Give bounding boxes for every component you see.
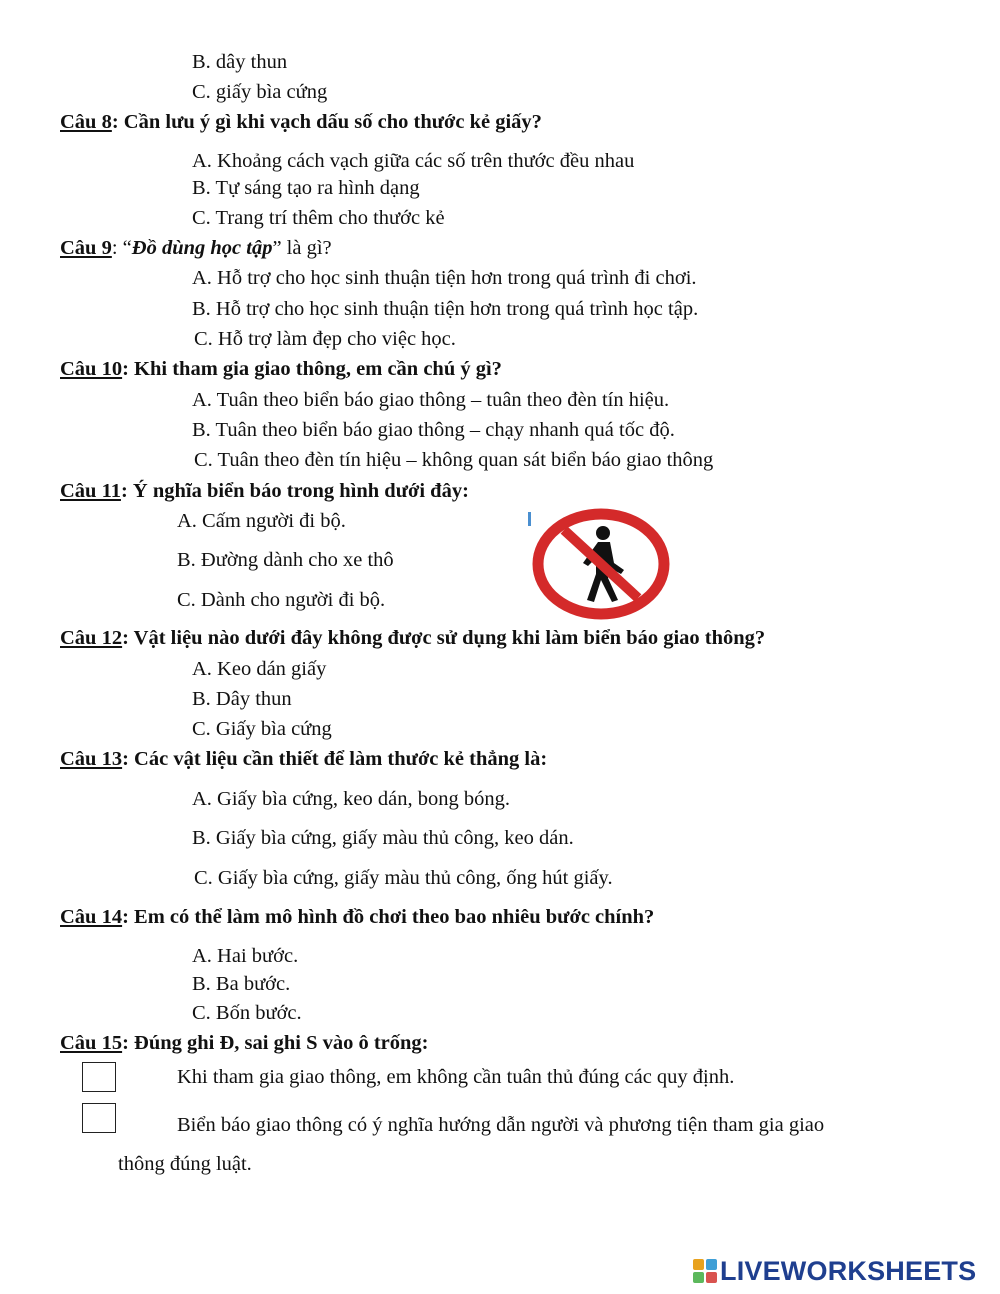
question-15-label: Câu 15 [60,1032,123,1054]
question-11-text: : Ý nghĩa biển báo trong hình dưới đây: [120,480,469,502]
question-12 [60,628,765,649]
question-9 [60,238,332,259]
question-14-label: Câu 14 [60,906,123,928]
q13-option-b: B. Giấy bìa cứng, giấy màu thủ công, keo dán. [192,827,574,849]
question-9-emphasis: Đồ dùng học tập [131,237,273,259]
question-9-prefix: : “ [111,237,132,259]
liveworksheets-logo [692,1255,976,1287]
answer-box-1[interactable] [82,1062,116,1092]
question-10-label: Câu 10 [60,358,123,380]
question-12-text: : Vật liệu nào dưới đây không được sử dụng khi làm biển báo giao thông? [122,627,766,649]
question-10 [60,359,502,380]
question-8-label: Câu 8 [60,111,112,133]
q12-option-a: A. Keo dán giấy [192,658,327,680]
q9-option-b: B. Hỗ trợ cho học sinh thuận tiện hơn trong quá trình học tập. [192,298,699,320]
q8-option-a: A. Khoảng cách vạch giữa các số trên thước đều nhau [192,150,635,172]
q12-option-b: B. Dây thun [192,688,292,710]
no-pedestrian-sign-icon [528,508,674,620]
q14-option-b: B. Ba bước. [192,973,291,995]
q11-option-c: C. Dành cho người đi bộ. [177,589,386,611]
question-11-label: Câu 11 [60,480,121,502]
q10-option-a: A. Tuân theo biển báo giao thông – tuân theo đèn tín hiệu. [192,389,670,411]
question-10-text: : Khi tham gia giao thông, em cần chú ý gì? [122,358,502,380]
question-13 [60,749,547,770]
q15-statement-2: Biển báo giao thông có ý nghĩa hướng dẫn người và phương tiện tham gia giao [177,1114,825,1136]
q15-statement-2-continued: thông đúng luật. [118,1153,252,1175]
q8-option-c: C. Trang trí thêm cho thước kẻ [192,207,445,229]
q15-statement-1: Khi tham gia giao thông, em không cần tuân thủ đúng các quy định. [177,1066,735,1088]
q7-option-c: C. giấy bìa cứng [192,81,328,103]
question-8 [60,112,542,133]
q14-option-a: A. Hai bước. [192,945,299,967]
q10-option-b: B. Tuân theo biển báo giao thông – chạy nhanh quá tốc độ. [192,419,675,441]
question-9-suffix: ” là gì? [272,237,332,259]
question-14-text: : Em có thể làm mô hình đồ chơi theo bao nhiêu bước chính? [122,906,655,928]
question-15 [60,1033,429,1054]
question-12-label: Câu 12 [60,627,123,649]
q8-option-b: B. Tự sáng tạo ra hình dạng [192,177,420,199]
q13-option-c: C. Giấy bìa cứng, giấy màu thủ công, ống hút giấy. [194,867,613,889]
q11-option-b: B. Đường dành cho xe thô [177,549,394,571]
question-13-label: Câu 13 [60,748,123,770]
question-15-text: : Đúng ghi Đ, sai ghi S vào ô trống: [122,1032,429,1054]
q11-option-a: A. Cấm người đi bộ. [177,510,346,532]
question-11 [60,481,469,502]
liveworksheets-logo-text: LIVEWORKSHEETS [720,1255,977,1286]
question-9-label: Câu 9 [60,237,112,259]
answer-box-2[interactable] [82,1103,116,1133]
question-13-text: : Các vật liệu cần thiết để làm thước kẻ thẳng là: [122,748,548,770]
question-8-text: : Cần lưu ý gì khi vạch dấu số cho thước kẻ giấy? [111,111,542,133]
q10-option-c: C. Tuân theo đèn tín hiệu – không quan sát biển báo giao thông [194,449,714,471]
question-14 [60,907,654,928]
q7-option-b: B. dây thun [192,51,288,73]
q13-option-a: A. Giấy bìa cứng, keo dán, bong bóng. [192,788,510,810]
q9-option-a: A. Hỗ trợ cho học sinh thuận tiện hơn trong quá trình đi chơi. [192,267,697,289]
q9-option-c: C. Hỗ trợ làm đẹp cho việc học. [194,328,456,350]
q12-option-c: C. Giấy bìa cứng [192,718,332,740]
q14-option-c: C. Bốn bước. [192,1002,302,1024]
liveworksheets-mark-icon [692,1258,718,1284]
